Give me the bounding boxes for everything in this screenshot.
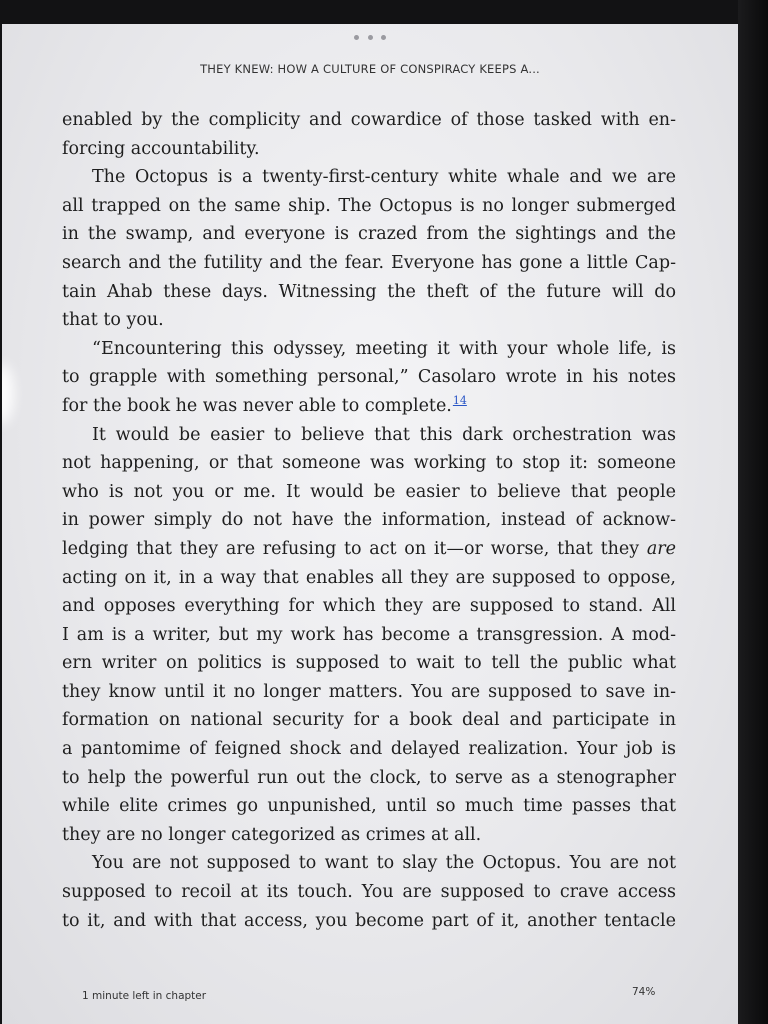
more-dots-icon[interactable] [354,33,386,41]
text-line: they know until it no longer matters. You are supposed to save in- [62,681,676,702]
text-line: acting on it, in a way that enables all they are supposed to oppose, [62,567,676,588]
text-line: tain Ahab these days. Witnessing the theft of the future will do [62,281,676,302]
text-line: search and the futility and the fear. Everyone has gone a little Cap- [62,252,676,273]
text-line: supposed to recoil at its touch. You are supposed to crave access [62,882,676,903]
text-line: I am is a writer, but my work has become a transgression. A mod- [62,624,676,645]
screen-glare [2,364,14,424]
footnote-link[interactable]: 14 [452,394,467,408]
text-line: ern writer on politics is supposed to wait to tell the public what [62,653,676,674]
text-line: forcing accountability. [62,138,260,159]
text-line-content: for the book he was never able to complete. [62,395,452,416]
text-line: to it, and with that access, you become part of it, another tentacle [62,910,676,931]
dot [368,35,373,40]
dot [354,35,359,40]
text-line: enabled by the complicity and cowardice of those tasked with en- [62,110,676,130]
text-line: all trapped on the same ship. The Octopus is no longer submerged [62,195,676,216]
text-line [62,535,676,564]
text-line: “Encountering this odyssey, meeting it with your whole life, is [92,338,676,359]
text-line: in the swamp, and everyone is crazed from the sightings and the [62,224,676,245]
text-line: that to you. [62,310,164,331]
text-line: in power simply do not have the information, instead of acknow- [62,510,676,531]
time-left-in-chapter: 1 minute left in chapter [82,990,207,1002]
text-line: to help the powerful run out the clock, to serve as a stenographer [62,767,676,788]
text-line: they are no longer categorized as crimes at all. [62,824,482,845]
text-line: and opposes everything for which they are supposed to stand. All [62,596,676,617]
page-body-text [62,106,676,935]
text-line: to grapple with something personal,” Casolaro wrote in his notes [62,367,676,388]
text-line: It would be easier to believe that this dark orchestration was [92,424,676,445]
text-line [62,392,676,421]
text-line: You are not supposed to want to slay the Octopus. You are not [92,853,676,874]
text-line: formation on national security for a book deal and participate in [62,710,676,731]
dot [381,35,386,40]
text-line: who is not you or me. It would be easier to believe that people [62,481,676,502]
text-line-content: ledging that they are refusing to act on it—or worse, that they [62,538,647,559]
text-line: a pantomime of feigned shock and delayed realization. Your job is [62,739,676,760]
text-line: while elite crimes go unpunished, until so much time passes that [62,796,676,817]
text-line: The Octopus is a twenty-first-century white whale and we are [92,167,676,188]
emphasized-word: are [646,538,676,559]
device-bezel [738,0,768,1024]
text-line: not happening, or that someone was working to stop it: someone [62,453,676,474]
reader-page[interactable] [2,24,738,1024]
chapter-title: THEY KNEW: HOW A CULTURE OF CONSPIRACY KEEPS A... [200,62,540,76]
reading-progress: 74% [632,986,656,998]
